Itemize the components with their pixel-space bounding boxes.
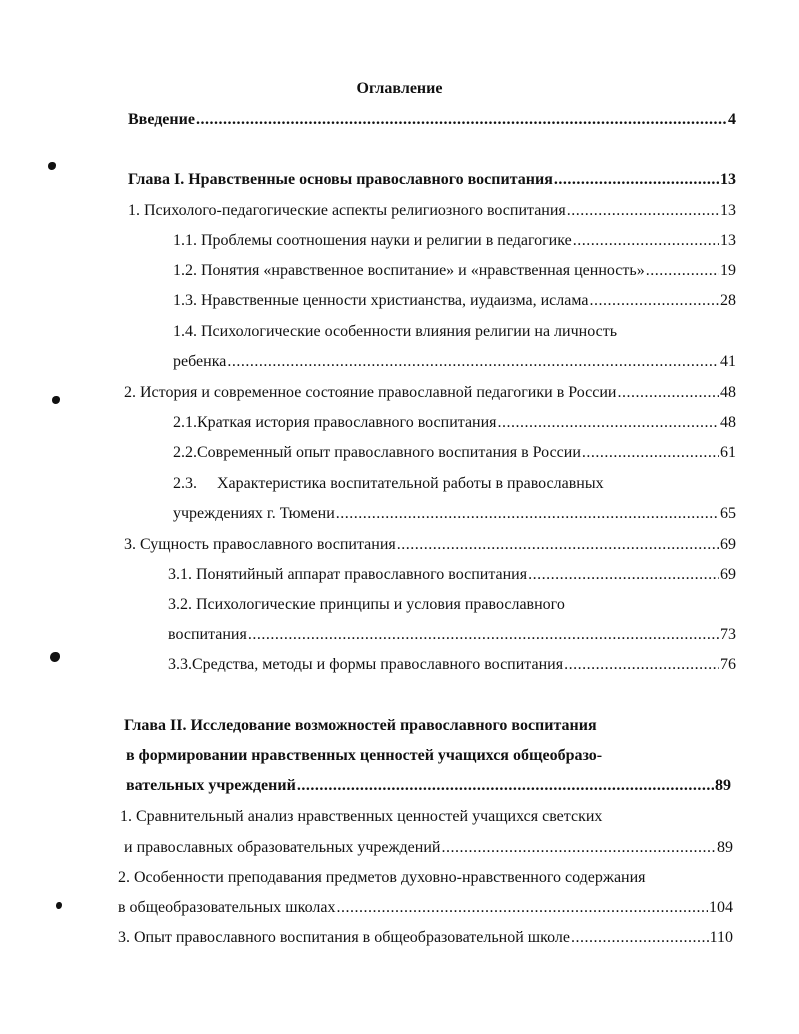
punch-hole-mark — [52, 396, 60, 404]
dot-leader — [227, 352, 719, 372]
dot-leader — [554, 170, 719, 190]
dot-leader — [567, 201, 719, 221]
toc-section-1-4 — [173, 352, 736, 372]
toc-entry-number: 2.3. — [173, 475, 197, 492]
toc-section-3 — [124, 535, 736, 555]
toc-page-number: 76 — [720, 656, 736, 673]
toc-entry-text: Глава I. Нравственные основы православного воспитания — [128, 171, 553, 188]
toc-ch2-section-1-line1: 1. Сравнительный анализ нравственных ценностей учащихся светских — [120, 808, 603, 825]
dot-leader — [297, 776, 714, 796]
dot-leader — [571, 928, 709, 948]
toc-section-2-2 — [173, 443, 736, 463]
toc-entry-text: 1.1. Проблемы соотношения науки и религии в педагогике — [173, 232, 572, 249]
toc-entry-number: 2.2. — [173, 444, 197, 461]
toc-section-2-3 — [173, 504, 736, 524]
toc-section-1-1 — [173, 231, 736, 251]
toc-chapter-1 — [128, 170, 736, 190]
toc-section-1-4-line1: 1.4. Психологические особенности влияния религии на личность — [173, 323, 617, 340]
dot-leader — [196, 110, 727, 130]
toc-section-1-3 — [173, 291, 736, 311]
toc-entry-text: 3. Сущность православного воспитания — [124, 536, 396, 553]
dot-leader — [617, 383, 719, 403]
toc-entry-text: 2. История и современное состояние православной педагогики в России — [124, 384, 617, 401]
toc-entry-text: 3.1. Понятийный аппарат православного воспитания — [168, 566, 528, 583]
toc-page-number: 61 — [720, 444, 736, 461]
toc-section-3-3 — [168, 655, 736, 675]
toc-entry-text: воспитания — [168, 626, 247, 643]
toc-entry-text: Краткая история православного воспитания — [197, 414, 497, 431]
dot-leader — [498, 413, 719, 433]
toc-ch2-section-3 — [118, 928, 733, 948]
page-title: Оглавление — [356, 80, 443, 97]
toc-entry-text: Характеристика воспитательной работы в православных — [217, 475, 604, 492]
toc-entry-text: Введение — [128, 111, 195, 128]
toc-section-3-2 — [168, 625, 736, 645]
punch-hole-mark — [56, 902, 62, 909]
punch-hole-mark — [50, 652, 60, 662]
toc-intro — [128, 110, 736, 130]
toc-page-number: 13 — [720, 202, 736, 219]
toc-entry-text: учреждениях г. Тюмени — [173, 505, 335, 522]
toc-section-3-2-line1: 3.2. Психологические принципы и условия православного — [168, 596, 565, 613]
dot-leader — [336, 504, 719, 524]
toc-section-3-1 — [168, 565, 736, 585]
toc-entry-text: 1.2. Понятия «нравственное воспитание» и «нравственная ценность» — [173, 262, 645, 279]
toc-page-number: 69 — [720, 536, 736, 553]
toc-page-number: 69 — [720, 566, 736, 583]
toc-entry-text: в общеобразовательных школах — [118, 899, 336, 916]
toc-entry-number: 3.3. — [168, 656, 192, 673]
dot-leader — [646, 261, 719, 281]
toc-section-2-3-line1 — [173, 474, 604, 494]
dot-leader — [248, 625, 719, 645]
toc-ch2-section-1 — [124, 838, 733, 858]
toc-page-number: 89 — [715, 777, 731, 794]
toc-page-number: 41 — [720, 353, 736, 370]
punch-hole-mark — [48, 162, 56, 170]
toc-page-number: 73 — [720, 626, 736, 643]
toc-page-number: 89 — [717, 839, 733, 856]
toc-page-number: 28 — [720, 292, 736, 309]
toc-section-1 — [128, 201, 736, 221]
toc-chapter-2 — [126, 776, 731, 796]
toc-page-number: 4 — [728, 111, 736, 128]
toc-chapter-2-line1: Глава II. Исследование возможностей православного воспитания — [124, 717, 597, 734]
toc-page-number: 48 — [720, 414, 736, 431]
toc-entry-text: ребенка — [173, 353, 227, 370]
dot-leader — [397, 535, 719, 555]
toc-page-number: 110 — [709, 929, 733, 946]
toc-section-1-2 — [173, 261, 736, 281]
dot-leader — [589, 291, 719, 311]
dot-leader — [528, 565, 719, 585]
toc-page-number: 48 — [720, 384, 736, 401]
toc-entry-text: 1. Психолого-педагогические аспекты религиозного воспитания — [128, 202, 566, 219]
toc-page-number: 13 — [720, 171, 736, 188]
toc-entry-number: 2.1. — [173, 414, 197, 431]
toc-page-number: 13 — [720, 232, 736, 249]
toc-entry-text: вательных учреждений — [126, 777, 296, 794]
dot-leader — [336, 898, 708, 918]
toc-section-2 — [124, 383, 736, 403]
toc-entry-text: и православных образовательных учреждений — [124, 839, 441, 856]
toc-page-number: 19 — [720, 262, 736, 279]
dot-leader — [582, 443, 719, 463]
toc-chapter-2-line2: в формировании нравственных ценностей учащихся общеобразо- — [126, 747, 603, 764]
toc-ch2-section-2-line1: 2. Особенности преподавания предметов духовно-нравственного содержания — [118, 869, 646, 886]
toc-entry-text: Средства, методы и формы православного воспитания — [192, 656, 564, 673]
toc-page-number: 65 — [720, 505, 736, 522]
toc-ch2-section-2 — [118, 898, 733, 918]
toc-section-2-1 — [173, 413, 736, 433]
dot-leader — [573, 231, 719, 251]
toc-entry-text: 1.3. Нравственные ценности христианства, иудаизма, ислама — [173, 292, 589, 309]
dot-leader — [564, 655, 719, 675]
toc-page-number: 104 — [709, 899, 733, 916]
toc-entry-text: Современный опыт православного воспитания в России — [197, 444, 581, 461]
toc-entry-text: 3. Опыт православного воспитания в общеобразовательной школе — [118, 929, 570, 946]
dot-leader — [441, 838, 716, 858]
